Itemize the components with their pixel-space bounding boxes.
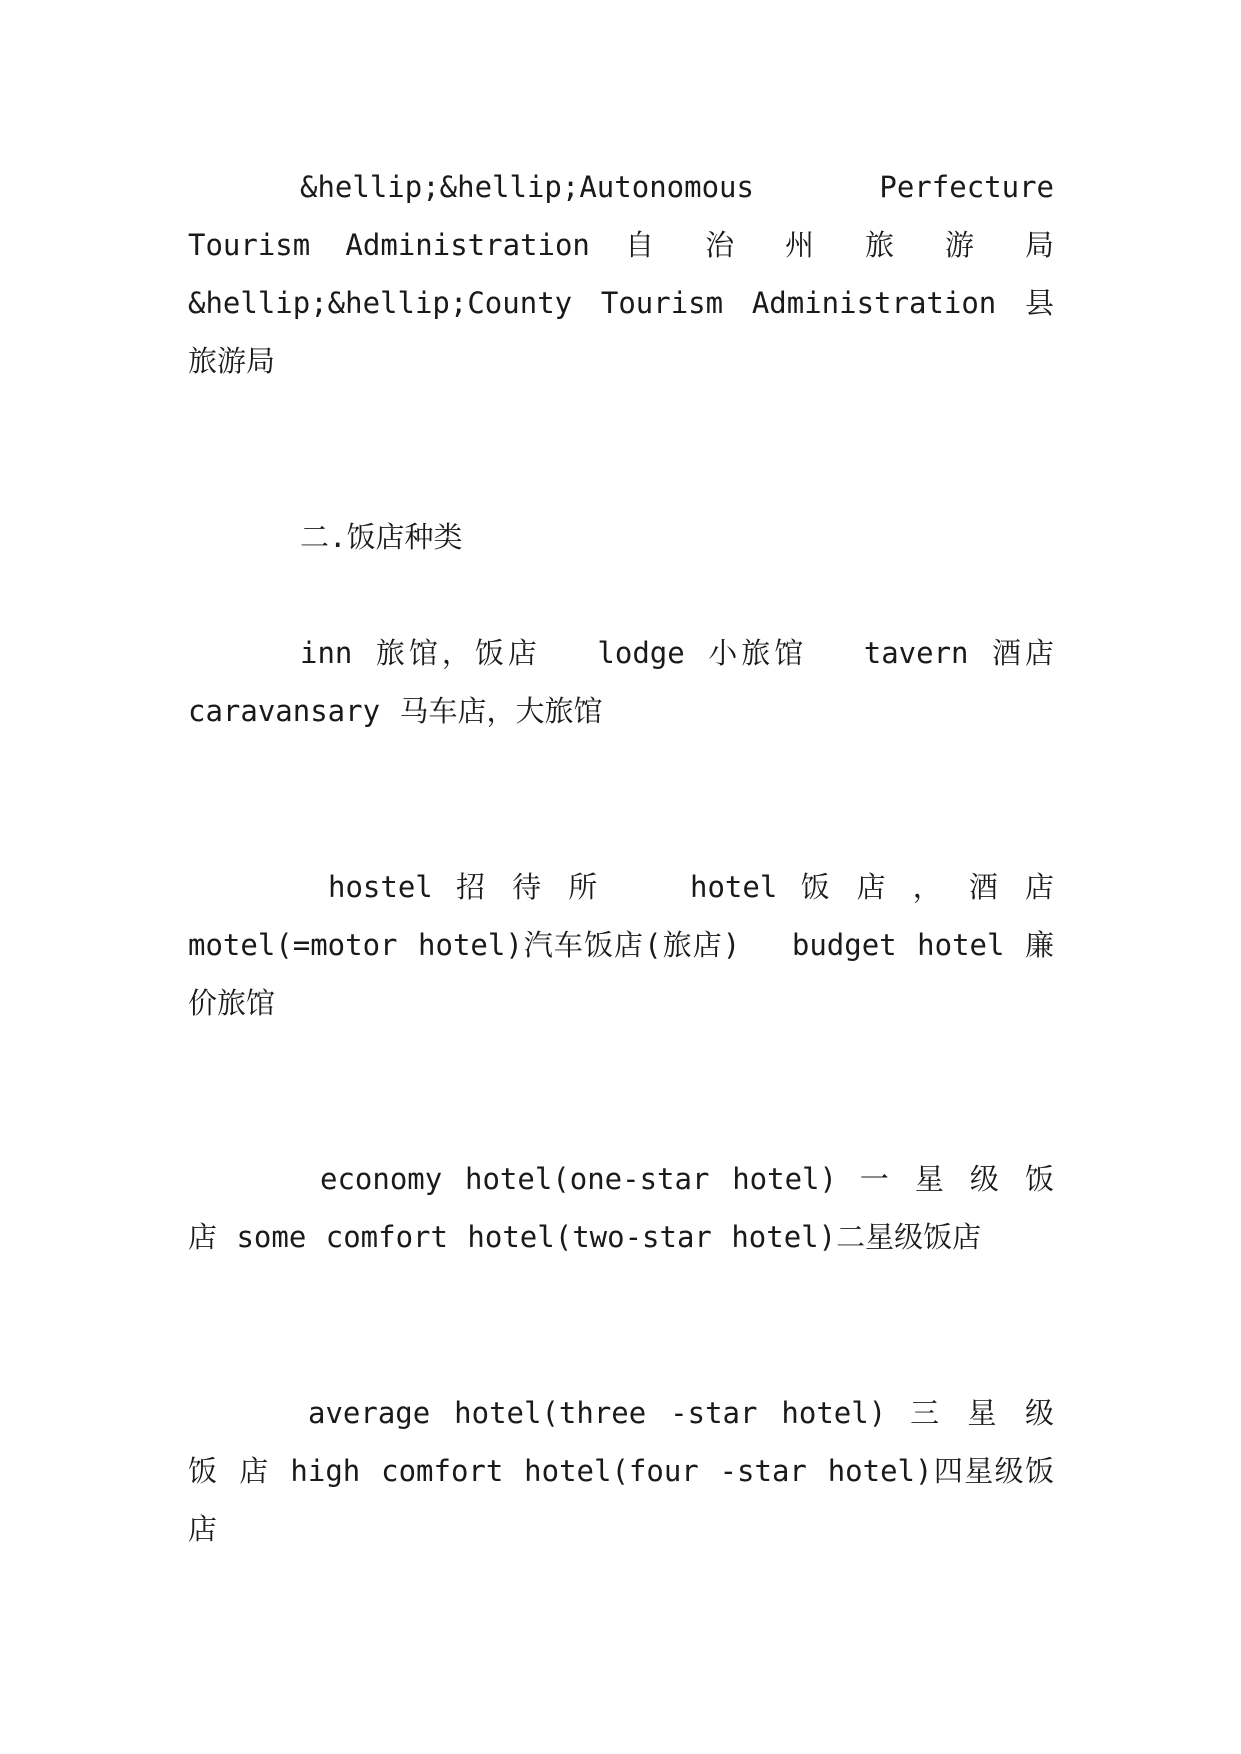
paragraph-tourism-administration: &hellip;&hellip;Autonomous Perfecture Tourism Administration 自 治 州 旅 游 局 &hellip;&hellip;County Tourism Administration 县旅游局 [188,170,1054,378]
paragraph-inn-lodge: inn 旅馆，饭店 lodge 小旅馆 tavern 酒店 caravansary 马车店，大旅馆 [188,636,1054,728]
section-heading-hotel-types: 二.饭店种类 [300,520,463,554]
paragraph-three-four-star: average hotel(three -star hotel) 三 星 级 饭 店 high comfort hotel(four -star hotel)四星级饭店 [188,1396,1054,1546]
paragraph-hostel-hotel-motel: hostel 招 待 所 hotel 饭 店 ， 酒 店 motel(=motor hotel)汽车饭店(旅店) budget hotel 廉价旅馆 [188,870,1054,1020]
paragraph-one-two-star: economy hotel(one-star hotel) 一 星 级 饭 店 some comfort hotel(two-star hotel)二星级饭店 [188,1162,1054,1254]
